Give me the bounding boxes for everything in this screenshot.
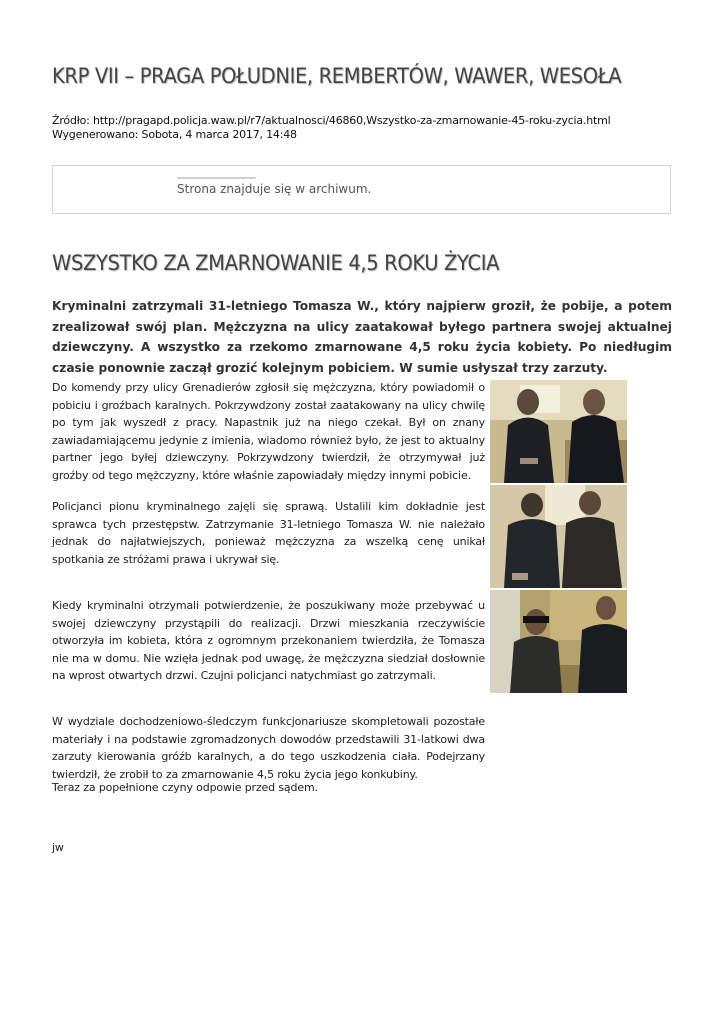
archive-notice-text: Strona znajduje się w archiwum. (177, 182, 372, 196)
meta-info (52, 114, 611, 142)
article-paragraph: Policjanci pionu kryminalnego zajęli się sprawą. Ustalili kim dokładnie jest sprawca tych przestępstw. Zatrzymanie 31-letniego Tomasza W. nie należało jednak do najłatwiejszych, ponieważ mężczyzna za wszelką cenę unikał spotkania ze stróżami prawa i ukrywał się. (52, 500, 485, 566)
article-paragraph: Teraz za popełnione czyny odpowie przed sądem. (52, 781, 318, 794)
arrest-photo-2 (490, 485, 627, 588)
article-paragraph: Kiedy kryminalni otrzymali potwierdzenie, że poszukiwany może przebywać u swojej dziewczyny przystąpili do realizacji. Drzwi mieszkania rzeczywiście otworzyła im kobieta, która z ogromnym przekonaniem twierdziła, że Tomasza nie ma w domu. Nie wzięła jednak pod uwagę, że mężczyzna siedział dosłownie na wprost otwartych drzwi. Czujni policjanci natychmiast go zatrzymali. (52, 599, 485, 683)
article-signature: jw (52, 841, 64, 854)
archive-notice-box (52, 165, 671, 214)
source-line[interactable]: Źródło: http://pragapd.policja.waw.pl/r7/aktualnosci/46860,Wszystko-za-zmarnowanie-45-roku-zycia.html (52, 114, 611, 127)
article-title: WSZYSTKO ZA ZMARNOWANIE 4,5 ROKU ŻYCIA (52, 251, 500, 275)
arrest-photo-3 (490, 590, 627, 693)
site-title: KRP VII – PRAGA POŁUDNIE, REMBERTÓW, WAWER, WESOŁA (52, 64, 622, 88)
generated-line: Wygenerowano: Sobota, 4 marca 2017, 14:48 (52, 128, 297, 141)
article-paragraph: Do komendy przy ulicy Grenadierów zgłosił się mężczyzna, który powiadomił o pobiciu i groźbach karalnych. Pokrzywdzony został zaatakowany na ulicy chwilę po tym jak wyszedł z pracy. Napastnik już na niego czekał. Był on znany zawiadamiającemu jedynie z imienia, wiadomo również było, że jest to aktualny partner jego byłej dziewczyny. Pokrzywdzony twierdził, że otrzymywał już groźby od tego mężczyzny, które właśnie zapowiadały między innymi pobicie. (52, 381, 485, 482)
article-lead: Kryminalni zatrzymali 31-letniego Tomasza W., który najpierw groził, że pobije, a potem zrealizował swój plan. Mężczyzna na ulicy zaatakował byłego partnera swojej aktualnej dziewczyny. A wszystko za rzekomo zmarnowane 4,5 roku życia kobiety. Po niedługim czasie ponownie zaczął grozić kolejnym pobiciem. W sumie usłyszał trzy zarzuty. (52, 299, 672, 375)
article-paragraph: W wydziale dochodzeniowo-śledczym funkcjonariusze skompletowali pozostałe materiały i na podstawie zgromadzonych dowodów przedstawili 31-latkowi dwa zarzuty kierowania gróźb karalnych, a do tego uszkodzenia ciała. Podejrzany twierdził, że zrobił to za zmarnowanie 4,5 roku życia jego konkubiny. (52, 715, 485, 781)
archive-notice-bar (177, 177, 256, 179)
arrest-photo-1 (490, 380, 627, 483)
